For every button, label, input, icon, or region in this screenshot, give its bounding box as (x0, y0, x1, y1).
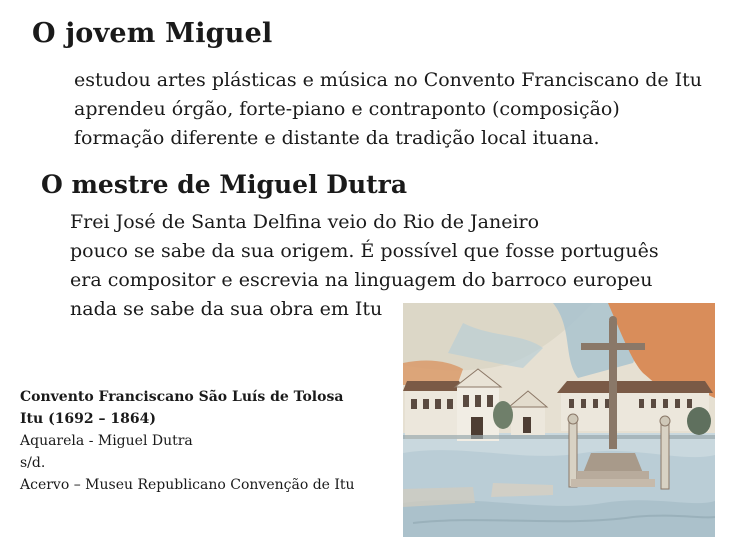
section-title-master: O mestre de Miguel Dutra (41, 170, 408, 199)
caption-title: Convento Franciscano São Luís de Tolosa (20, 389, 344, 405)
section-title-young-miguel: O jovem Miguel (32, 18, 273, 49)
painting-caption (20, 386, 395, 496)
caption-collection: Acervo – Museu Republicano Convenção de Itu (20, 477, 355, 493)
text-line: aprendeu órgão, forte-piano e contraponto (composição) (74, 98, 620, 120)
text-line: nada se sabe da sua obra em Itu (70, 298, 383, 320)
text-line: Frei José de Santa Delfina veio do Rio de Janeiro (70, 211, 540, 233)
text-line: pouco se sabe da sua origem. É possível que fosse português (70, 240, 659, 262)
text-line: estudou artes plásticas e música no Convento Franciscano de Itu (74, 69, 703, 91)
caption-technique: Aquarela - Miguel Dutra (20, 433, 193, 449)
convent-painting-image (403, 303, 715, 537)
caption-dates: Itu (1692 – 1864) (20, 411, 156, 427)
caption-date-note: s/d. (20, 455, 46, 471)
text-line: era compositor e escrevia na linguagem do barroco europeu (70, 269, 653, 291)
painting-illustration (403, 303, 715, 537)
text-line: formação diferente e distante da tradição local ituana. (74, 127, 600, 149)
young-miguel-text (74, 66, 734, 153)
